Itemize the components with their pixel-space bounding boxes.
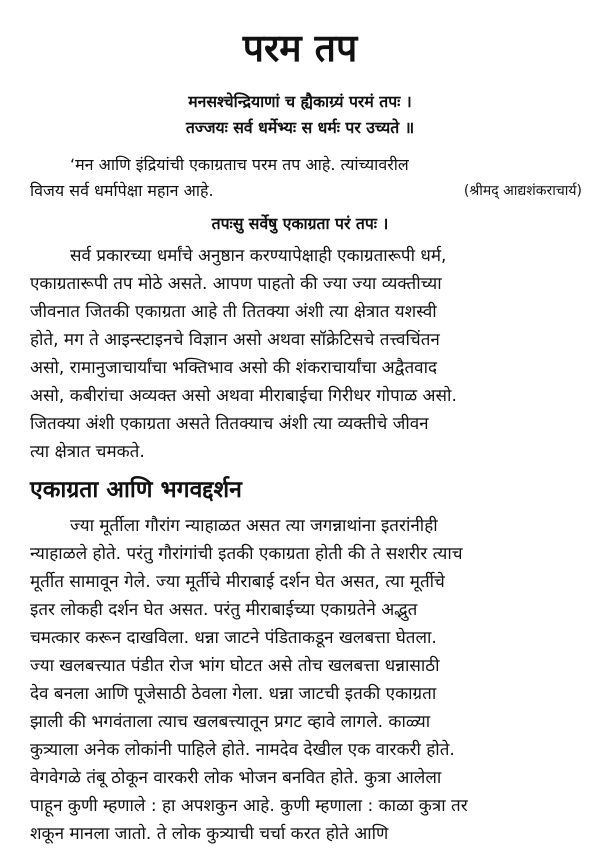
quote-line-1: ‘मन आणि इंद्रियांची एकाग्रताच परम तप आहे. त्यांच्यावरील xyxy=(70,155,409,174)
paragraph-2-line: न्याहाळले होते. परंतु गौरांगांची इतकी एकाग्रता होती की ते सशरीर त्याच xyxy=(30,544,463,564)
paragraph-1-line: असो, रामानुजाचार्यांचा भक्तिभाव असो की शंकराचार्यांचा अद्वैतवाद xyxy=(30,358,438,378)
section-heading: एकाग्रता आणि भगवद्दर्शन xyxy=(30,477,242,503)
paragraph-2-line: पाहून कुणी म्हणाले : हा अपशकुन आहे. कुणी म्हणाला : काळा कुत्रा तर xyxy=(30,796,468,816)
paragraph-1-line: जितक्या अंशी एकाग्रता असते तितक्याच अंशी त्या व्यक्तीचे जीवन xyxy=(30,414,429,434)
paragraph-1-line: त्या क्षेत्रात चमकते. xyxy=(30,442,145,462)
paragraph-2-line: कुत्र्याला अनेक लोकांनी पाहिले होते. नामदेव देखील एक वारकरी होते. xyxy=(30,740,455,760)
page-title: परम तप xyxy=(242,26,358,70)
paragraph-2-line: देव बनला आणि पूजेसाठी ठेवला गेला. धन्ना जाटची इतकी एकाग्रता xyxy=(30,684,437,704)
paragraph-2-line: ज्या मूर्तीला गौरांग न्याहाळत असत त्या जगन्नाथांना इतरांनीही xyxy=(70,516,438,536)
paragraph-2-line: वेगवेगळे तंबू ठोकून वारकरी लोक भोजन बनवित होते. कुत्रा आलेला xyxy=(30,768,442,788)
paragraph-2-line: इतर लोकही दर्शन घेत असत. परंतु मीराबाईच्या एकाग्रतेने अद्भुत xyxy=(30,600,418,620)
paragraph-2-line: ज्या खलबत्त्यात पंडीत रोज भांग घोटत असे तोच खलबत्ता धन्नासाठी xyxy=(30,656,440,676)
sanskrit-verse-3: तपःसु सर्वेषु एकाग्रता परं तपः । xyxy=(211,214,389,233)
paragraph-2-line: झाली की भगवंताला त्याच खलबत्त्यातून प्रगट व्हावे लागले. काळ्या xyxy=(30,712,431,732)
paragraph-1-line: एकाग्रतारूपी तप मोठे असते. आपण पाहतो की ज्या ज्या व्यक्तीच्या xyxy=(30,274,442,294)
paragraph-1-line: सर्व प्रकारच्या धर्मांचे अनुष्ठान करण्यापेक्षाही एकाग्रतारूपी धर्म, xyxy=(70,246,447,266)
sanskrit-verse-line-2: तज्जयः सर्व धर्मेभ्यः स धर्मः पर उच्यते ॥ xyxy=(185,118,415,137)
paragraph-1-line: होते, मग ते आइन्स्टाइनचे विज्ञान असो अथवा सॉक्रेटिसचे तत्त्वचिंतन xyxy=(30,330,440,350)
quote-credit: (श्रीमद् आद्यशंकराचार्य) xyxy=(463,183,582,199)
quote-line-2: विजय सर्व धर्मापेक्षा महान आहे. xyxy=(30,181,214,200)
paragraph-1-line: जीवनात जितकी एकाग्रता आहे ती तितक्या अंशी त्या क्षेत्रात यशस्वी xyxy=(30,302,437,322)
paragraph-2-line: मूर्तीत सामावून गेले. ज्या मूर्तीचे मीराबाई दर्शन घेत असत, त्या मूर्तीचे xyxy=(30,572,445,592)
paragraph-1-line: असो, कबीरांचा अव्यक्त असो अथवा मीराबाईचा गिरीधर गोपाळ असो. xyxy=(30,386,457,406)
paragraph-2-line: चमत्कार करून दाखविला. धन्ना जाटने पंडिताकडून खलबत्ता घेतला. xyxy=(30,628,437,648)
sanskrit-verse-line-1: मनसश्चेन्द्रियाणां च ह्यैकाग्र्यं परमं तपः । xyxy=(188,92,412,111)
paragraph-2-line: शकून मानला जातो. ते लोक कुत्र्याची चर्चा करत होते आणि xyxy=(30,824,389,844)
